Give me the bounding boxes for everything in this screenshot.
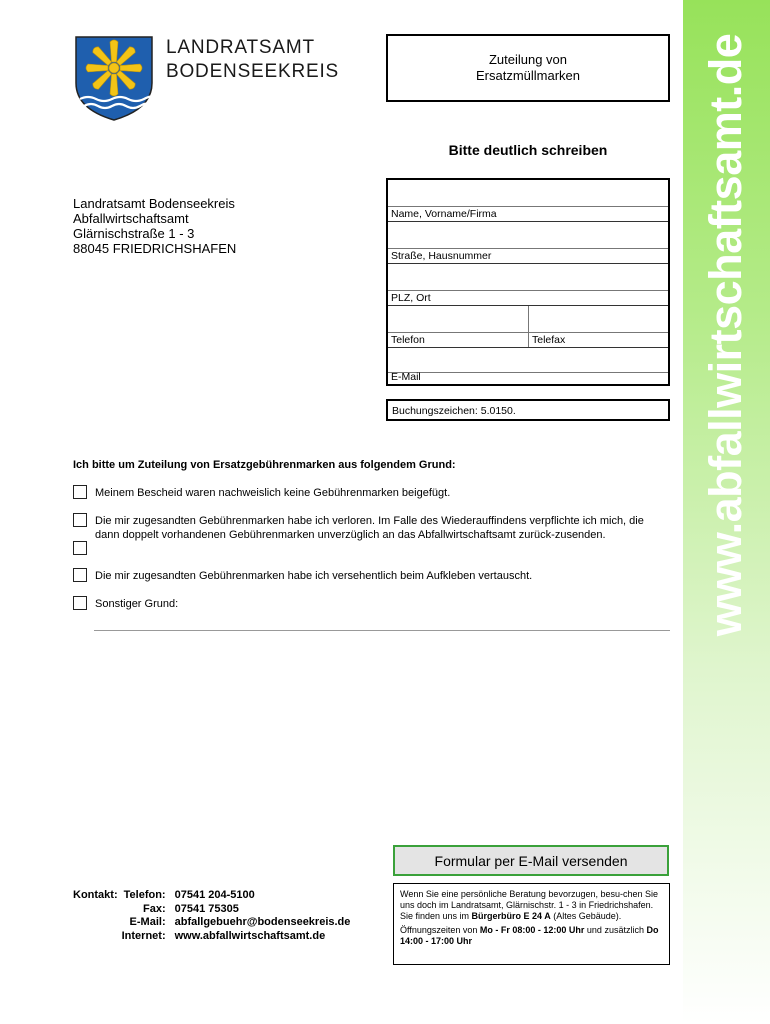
city-label: PLZ, Ort <box>391 292 431 304</box>
divider <box>388 332 668 333</box>
city-input[interactable] <box>388 264 668 291</box>
contact-email[interactable]: abfallgebuehr@bodenseekreis.de <box>174 916 351 928</box>
phone-fax-row <box>388 306 668 347</box>
divider <box>528 306 529 347</box>
info-paragraph-1: Wenn Sie eine persönliche Beratung bevorzugen, besu-chen Sie uns doch im Landratsamt, Glärnischstr. 1 - 3 in Friedrichshafen. <box>400 889 659 911</box>
phone-label: Telefon: <box>123 889 166 901</box>
reason-2-label: Die mir zugesandten Gebührenmarken habe ich verloren. Im Falle des Wiederauffindens verpflichte ich mich, die dann doppelt vorhandenen Gebührenmarken unverzüglich an das Abfallwirtschaftsamt zurück-zusenden. <box>95 515 644 541</box>
send-email-button[interactable]: Formular per E-Mail versenden <box>393 845 669 876</box>
email-label: E-Mail: <box>129 916 166 928</box>
fax-label: Telefax <box>532 334 566 346</box>
organization-logo-text <box>166 36 339 84</box>
reason-4-label: Sonstiger Grund: <box>95 598 179 610</box>
address-line-2: Abfallwirtschaftsamt <box>73 211 189 226</box>
reason-1-checkbox[interactable] <box>73 485 87 499</box>
reason-4-checkbox[interactable] <box>73 596 87 610</box>
street-input[interactable] <box>388 222 668 249</box>
divider <box>388 206 668 207</box>
form-title-line-2: Ersatzmüllmarken <box>475 68 581 83</box>
info-hours-thursday: Do 14:00 - 17:00 Uhr <box>400 924 659 946</box>
name-label: Name, Vorname/Firma <box>391 208 497 220</box>
other-reason-line[interactable] <box>94 630 670 631</box>
city-field[interactable] <box>388 264 668 305</box>
contact-fax: 07541 75305 <box>174 902 239 915</box>
info-paragraph-2 <box>400 911 663 922</box>
instruction-heading: Bitte deutlich schreiben <box>448 142 608 158</box>
logo-line-2: BODENSEEKREIS <box>166 61 340 82</box>
fax-label: Fax: <box>142 902 166 915</box>
phone-field[interactable] <box>388 306 528 347</box>
phone-label: Telefon <box>391 334 425 346</box>
divider <box>388 372 668 373</box>
info-hours-weekday: Mo - Fr 08:00 - 12:00 Uhr <box>479 924 585 935</box>
booking-reference: Buchungszeichen: 5.0150. <box>386 399 670 421</box>
contact-website[interactable]: www.abfallwirtschaftsamt.de <box>174 929 326 942</box>
contact-phone: 07541 204-5100 <box>174 889 255 901</box>
email-input[interactable] <box>388 348 668 375</box>
coat-of-arms-logo <box>74 35 154 122</box>
address-line-3: Glärnischstraße 1 - 3 <box>73 226 195 241</box>
divider <box>388 248 668 249</box>
reason-3-checkbox[interactable] <box>73 568 87 582</box>
info-location-suffix: (Altes Gebäude). <box>550 911 622 922</box>
address-line-1: Landratsamt Bodenseekreis <box>73 196 235 211</box>
recipient-address <box>73 196 236 256</box>
email-field[interactable] <box>388 348 668 384</box>
street-field[interactable] <box>388 222 668 263</box>
info-location-prefix: Sie finden uns im <box>400 911 472 922</box>
info-hours-mid: und zusätzlich <box>584 924 647 935</box>
name-input[interactable] <box>388 180 668 207</box>
name-field[interactable] <box>388 180 668 221</box>
reason-heading: Ich bitte um Zuteilung von Ersatzgebührenmarken aus folgendem Grund: <box>73 459 456 471</box>
reason-2b-checkbox[interactable] <box>73 541 87 555</box>
reason-3-label: Die mir zugesandten Gebührenmarken habe ich versehentlich beim Aufkleben vertauscht. <box>95 570 533 582</box>
contact-heading: Kontakt: <box>73 889 118 901</box>
street-label: Straße, Hausnummer <box>391 250 492 262</box>
divider <box>388 290 668 291</box>
side-banner-url: www.abfallwirtschaftsamt.de <box>700 33 751 637</box>
email-label: E-Mail <box>391 371 421 383</box>
info-paragraph-3 <box>400 925 663 947</box>
reason-2-checkbox[interactable] <box>73 513 87 527</box>
info-hours-prefix: Öffnungszeiten von <box>400 924 480 935</box>
contact-block <box>73 889 354 943</box>
form-title-box <box>386 34 670 102</box>
fax-field[interactable] <box>529 306 668 347</box>
sender-form <box>386 178 670 386</box>
info-location: Bürgerbüro E 24 A <box>471 911 551 922</box>
internet-label: Internet: <box>121 929 166 942</box>
logo-line-1: LANDRATSAMT <box>166 37 315 58</box>
reason-1-label: Meinem Bescheid waren nachweislich keine Gebührenmarken beigefügt. <box>95 487 451 499</box>
form-title-line-1: Zuteilung von <box>488 52 568 67</box>
visit-info-box <box>393 883 670 965</box>
address-line-4: 88045 FRIEDRICHSHAFEN <box>73 241 237 256</box>
